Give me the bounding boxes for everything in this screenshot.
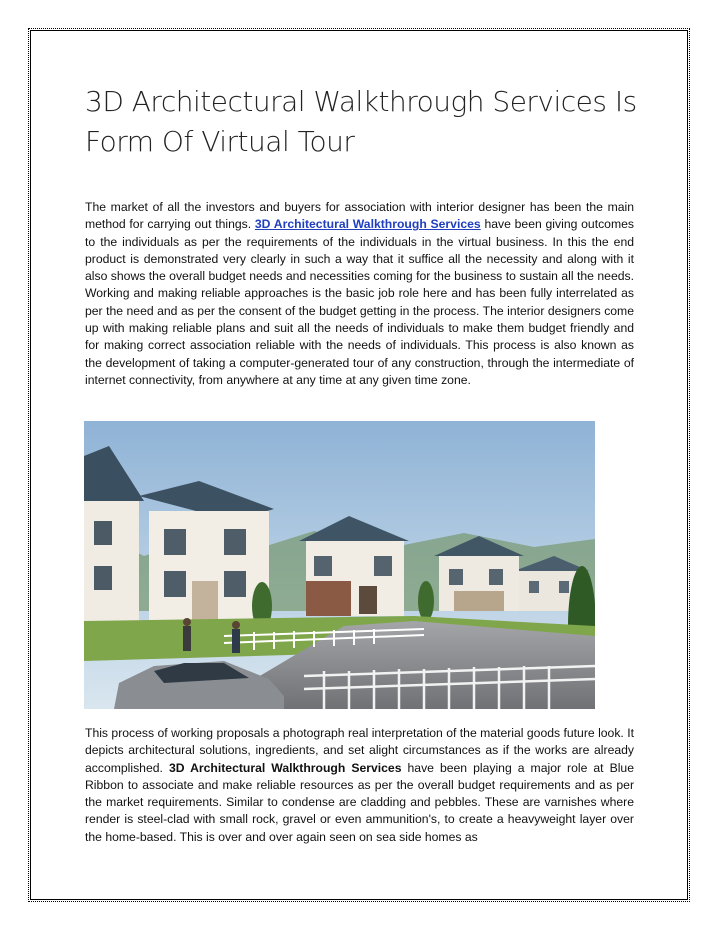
walkthrough-services-bold: 3D Architectural Walkthrough Services (168, 760, 402, 775)
paragraph-process (85, 725, 634, 846)
paragraph-process-text-a: This process of working proposals a photograph real interpretation of the material goods future look. It depicts architectural solutions, ingredients, and set alight circumstances as if the works are already accomplished. (85, 726, 634, 775)
housing-render-image (84, 421, 595, 709)
walkthrough-services-link[interactable]: 3D Architectural Walkthrough Services (254, 217, 481, 232)
paragraph-intro-text-b: have been giving outcomes to the individuals as per the requirements of the individuals in the virtual business. In this the end product is demonstrated very clearly in such a way that it suffice all the necessity and along with it also shows the overall budget needs and necessities coming for the business to sustain all the needs. Working and making reliable approaches is the basic job role here and has been fully interrelated as per the need and as per the consent of the budget getting in the process. The interior designers come up with making reliable plans and suit all the needs of individuals to make them budget friendly and for making correct association reliable with the needs of individuals. This process is also known as the development of taking a computer-generated tour of any construction, through the intermediate of internet connectivity, from anywhere at any time at any given time zone. (85, 217, 634, 387)
page-title: 3D Architectural Walkthrough Services Is Form Of Virtual Tour (85, 85, 637, 158)
paragraph-intro-text-a: The market of all the investors and buyers for association with interior designer has been the main method for carrying out things. (85, 200, 634, 232)
paragraph-intro (85, 199, 634, 389)
paragraph-process-text-b: have been playing a major role at Blue Ribbon to associate and make reliable resources as per the overall budget requirements and as per the market requirements. Similar to condense are cladding and pebbles. These are varnishes where render is steel-clad with small rock, gravel or even ammunition's, to create a heavyweight layer over the home-based. This is over and over again seen on sea side homes as (85, 760, 634, 844)
